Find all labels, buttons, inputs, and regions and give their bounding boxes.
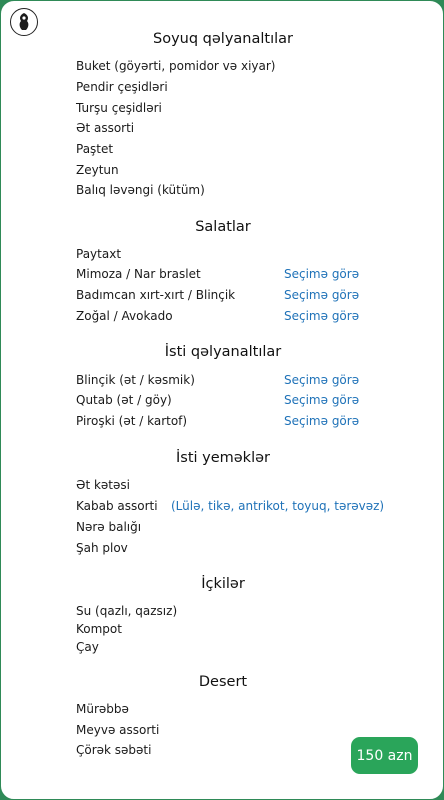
menu-item: Turşu çeşidləri [76,101,162,115]
section-title-cold-appetizers: Soyuq qəlyanaltılar [153,31,293,47]
section-title-hot-dishes: İsti yeməklər [175,450,270,466]
menu-item: Ət assorti [76,121,135,135]
choice-note: Seçimə görə [284,267,360,281]
section-title-drinks: İçkilər [201,576,245,592]
menu-item: Şah plov [76,541,128,555]
menu-item: Çay [76,640,99,654]
menu-item: Kabab assorti [76,499,158,513]
menu-item: Pendir çeşidləri [76,80,168,94]
menu-item: Mimoza / Nar braslet [76,267,201,281]
section-title-hot-appetizers: İsti qəlyanaltılar [164,344,282,360]
menu-item: Ət kətəsi [76,478,130,492]
choice-note: Seçimə görə [284,309,360,323]
menu-item: Kompot [76,622,122,636]
menu-item: Buket (göyərti, pomidor və xiyar) [76,59,276,73]
menu-item: Piroşki (ət / kartof) [76,414,188,428]
section-title-dessert: Desert [198,674,248,690]
menu-item: Blinçik (ət / kəsmik) [76,373,195,387]
menu-item: Mürəbbə [76,702,129,716]
price-badge[interactable]: 150 azn [351,737,418,774]
menu-item: Meyvə assorti [76,723,160,737]
menu-item: Paytaxt [76,247,122,261]
menu-item: Nərə balığı [76,520,142,534]
menu-item: Çörək səbəti [76,743,152,757]
choice-note: Seçimə görə [284,393,360,407]
choice-note: Seçimə görə [284,373,360,387]
section-title-salads: Salatlar [195,219,251,235]
menu-item: Qutab (ət / göy) [76,393,172,407]
choice-note: Seçimə görə [284,288,360,302]
menu-item: Su (qazlı, qazsız) [76,604,178,618]
choice-note: Seçimə görə [284,414,360,428]
menu-item: Balıq ləvəngi (kütüm) [76,183,205,197]
menu-item: Zeytun [76,163,119,177]
menu-item: Badımcan xırt-xırt / Blinçik [76,288,236,302]
menu-item: Paştet [76,142,114,156]
menu-item: Zoğal / Avokado [76,309,173,323]
kebab-assortment-note: (Lülə, tikə, antrikot, toyuq, tərəvəz) [171,499,385,513]
